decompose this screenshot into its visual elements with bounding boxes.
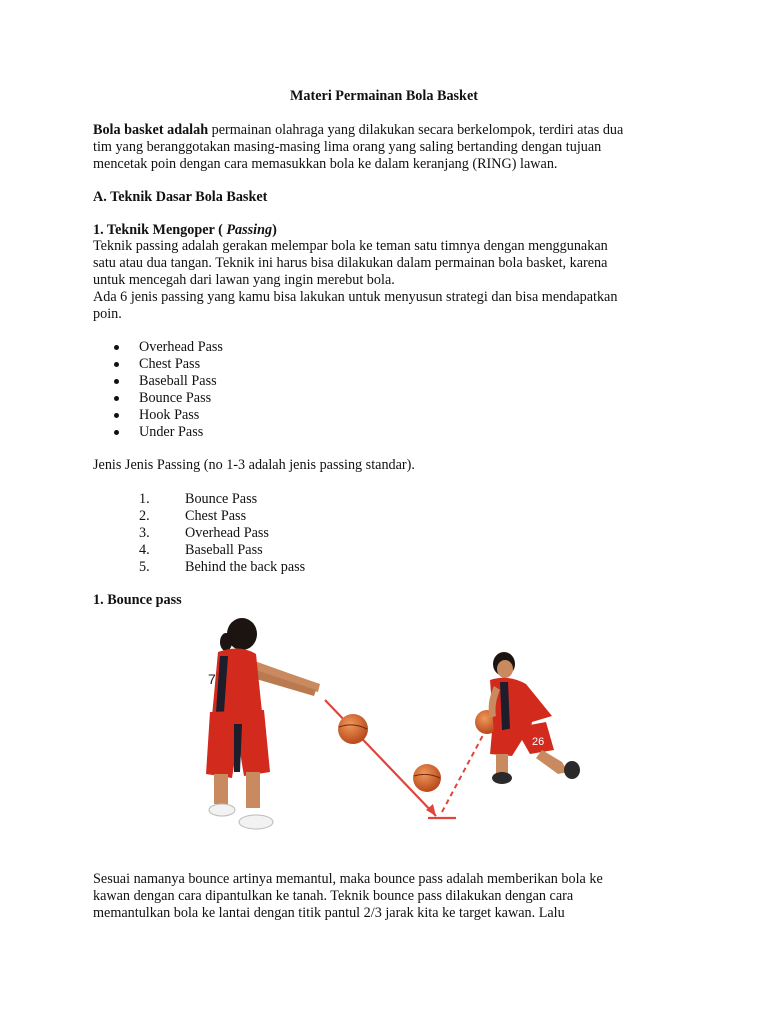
bounce-paragraph-line: kawan dengan cara dipantulkan ke tanah. Teknik bounce pass dilakukan dengan cara xyxy=(93,888,574,904)
receiver-jersey-number: 26 xyxy=(532,736,545,748)
passing-paragraph-line: poin. xyxy=(93,306,122,322)
passing-heading-prefix: 1. Teknik Mengoper ( xyxy=(93,222,227,238)
passing-heading-suffix: ) xyxy=(272,222,277,238)
list-number: 5. xyxy=(139,559,150,575)
passer-jersey-number: 7 xyxy=(208,671,216,687)
list-item: Baseball Pass xyxy=(185,542,263,558)
list-item: Baseball Pass xyxy=(139,373,217,389)
rebound-path-arrow xyxy=(442,722,490,812)
list-number: 4. xyxy=(139,542,150,558)
section-heading-a: A. Teknik Dasar Bola Basket xyxy=(93,189,268,205)
list-item: Chest Pass xyxy=(185,508,247,524)
list-item: Bounce Pass xyxy=(139,390,212,406)
bullet-icon xyxy=(114,413,119,418)
list-item: Chest Pass xyxy=(139,356,201,372)
list-item: Overhead Pass xyxy=(185,525,269,541)
intro-line-3: mencetak poin dengan cara memasukkan bola ke dalam keranjang (RING) lawan. xyxy=(93,156,558,172)
list-item: Overhead Pass xyxy=(139,339,223,355)
pass-path-arrow xyxy=(325,700,436,816)
list-item: Under Pass xyxy=(139,424,204,440)
intro-lead: Bola basket adalah xyxy=(93,122,209,138)
bullet-icon xyxy=(114,396,119,401)
passing-paragraph-line: Ada 6 jenis passing yang kamu bisa lakukan untuk menyusun strategi dan bisa mendapatkan xyxy=(93,289,618,305)
passer-player xyxy=(206,618,320,829)
intro-line-1-rest: permainan olahraga yang dilakukan secara berkelompok, terdiri atas dua xyxy=(208,122,624,138)
bounce-pass-heading: 1. Bounce pass xyxy=(93,592,182,608)
passing-paragraph-line: Teknik passing adalah gerakan melempar bola ke teman satu timnya dengan menggunakan xyxy=(93,238,608,254)
passing-heading-italic: Passing xyxy=(226,222,273,238)
list-number: 1. xyxy=(139,491,150,507)
list-item: Behind the back pass xyxy=(185,559,306,575)
intro-line-1 xyxy=(93,122,623,139)
bullet-icon xyxy=(114,345,119,350)
receiver-player xyxy=(489,652,580,784)
document-title: Materi Permainan Bola Basket xyxy=(290,88,478,104)
list-number: 3. xyxy=(139,525,150,541)
bullet-icon xyxy=(114,430,119,435)
list-item: Bounce Pass xyxy=(185,491,258,507)
intro-line-2: tim yang beranggotakan masing-masing lima orang yang saling bertanding dengan tujuan xyxy=(93,139,602,155)
list-number: 2. xyxy=(139,508,150,524)
bullet-icon xyxy=(114,362,119,367)
bounce-pass-illustration xyxy=(190,612,582,840)
bounce-paragraph-line: memantulkan bola ke lantai dengan titik pantul 2/3 jarak kita ke target kawan. Lalu xyxy=(93,905,565,921)
passing-paragraph-line: satu atau dua tangan. Teknik ini harus bisa dilakukan dalam permainan bola basket, karena xyxy=(93,255,608,271)
basketball-icon xyxy=(338,714,368,744)
bullet-icon xyxy=(114,379,119,384)
bounce-paragraph-line: Sesuai namanya bounce artinya memantul, maka bounce pass adalah memberikan bola ke xyxy=(93,871,603,887)
jenis-passing-line: Jenis Jenis Passing (no 1-3 adalah jenis passing standar). xyxy=(93,457,415,473)
basketball-icon xyxy=(413,764,441,792)
passing-paragraph-line: untuk mencegah dari lawan yang ingin merebut bola. xyxy=(93,272,395,288)
list-item: Hook Pass xyxy=(139,407,200,423)
passing-heading xyxy=(93,222,277,239)
